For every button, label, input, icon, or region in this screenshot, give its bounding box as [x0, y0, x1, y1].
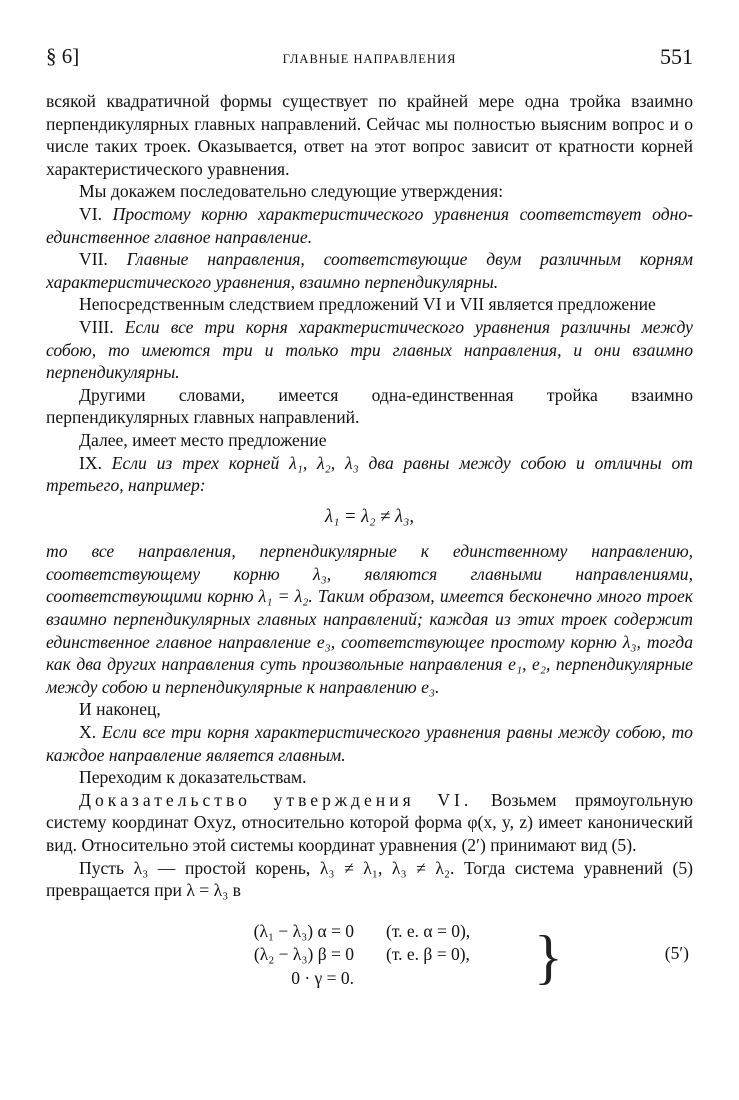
equation-1: (λ₁ − λ₃) α = 0 [253, 920, 354, 941]
paragraph: Мы докажем последовательно следующие утверждения: [79, 181, 504, 202]
right-brace: } [534, 923, 563, 990]
statement-label: VI. [79, 203, 102, 224]
statement-label: VIII. [79, 316, 114, 337]
paragraph: Пусть λ₃ — простой корень, λ₃ ≠ λ₁, λ₃ ≠ λ₂. Тогда система уравнений (5) превращается при λ = λ₃ в [46, 857, 693, 901]
statement-x [46, 721, 693, 766]
paragraph: И наконец, [79, 699, 161, 720]
equation-system [46, 914, 693, 1014]
page-body [46, 90, 693, 1014]
paragraph: Далее, имеет место предложение [79, 429, 327, 450]
system-equations [204, 920, 354, 991]
statement-viii [46, 316, 693, 384]
section-number: § 6] [46, 44, 80, 68]
statement-text: Простому корню характеристического уравнения соответствует одно-единственное главное направление. [46, 203, 693, 247]
statement-text: Если все три корня характеристического уравнения равны между собою, то каждое направление является главным. [46, 722, 693, 765]
statement-label: VII. [79, 249, 108, 270]
running-header [46, 44, 693, 74]
statement-label: X. [79, 722, 97, 743]
note-2: (т. е. β = 0), [386, 944, 470, 965]
proof-label: Доказательство утверждения VI. [79, 789, 473, 810]
paragraph: Другими словами, имеется одна-единственная тройка взаимно перпендикулярных главных направлений. [46, 384, 693, 428]
statement-text: Если из трех корней λ₁, λ₂, λ₃ два равны между собою и отличны от третьего, например: [46, 452, 693, 496]
equation-3: 0 · γ = 0. [291, 967, 354, 988]
statement-text: Главные направления, соответствующие двум различным корням характеристического уравнения, взаимно перпендикулярны. [46, 249, 693, 292]
equation-2: (λ₂ − λ₃) β = 0 [253, 944, 354, 965]
equation-number: (5′) [664, 942, 689, 963]
statement-ix-continuation: то все направления, перпендикулярные к единственному направлению, соответствующему корню λ₃, являются главными направлениями, соответствующими корню λ₁ = λ₂. Таким образом, имеется бесконечно много троек взаимно перпендикулярных главных направлений; каждая из этих троек содержит единственное главное направление e₃, соответствующее простому корню λ₃, тогда как два других направления суть произвольные направления e₁, e₂, перпендикулярные между собою и перпендикулярные к направлению e₃. [46, 541, 693, 697]
paragraph: Непосредственным следствием предложений VI и VII является предложение [79, 294, 656, 315]
statement-text: Если все три корня характеристического уравнения различны между собою, то имеются три и только три главных направления, и они взаимно перпендикулярны. [46, 316, 693, 383]
system-notes [386, 920, 470, 967]
paragraph: Переходим к доказательствам. [79, 767, 307, 788]
paragraph: всякой квадратичной формы существует по крайней мере одна тройка взаимно перпендикулярных главных направлений. Сейчас мы полностью выясним вопрос и о числе таких троек. Оказывается, ответ на этот вопрос зависит от кратности корней характеристического уравнения. [46, 91, 693, 179]
statement-ix [46, 452, 693, 497]
proof-text: Возьмем прямоугольную систему координат Oxyz, относительно которой форма φ(x, y, z) имеет канонический вид. Относительно этой системы координат уравнения (2′) принимают вид (5). [46, 789, 693, 855]
statement-label: IX. [79, 452, 102, 473]
page-number: 551 [660, 44, 693, 69]
proof-vi [46, 789, 693, 857]
formula-root-equality: λ₁ = λ₂ ≠ λ₃, [324, 506, 415, 527]
note-1: (т. е. α = 0), [386, 920, 471, 941]
statement-vi [46, 203, 693, 248]
running-title: ГЛАВНЫЕ НАПРАВЛЕНИЯ [282, 52, 457, 66]
statement-vii [46, 248, 693, 293]
